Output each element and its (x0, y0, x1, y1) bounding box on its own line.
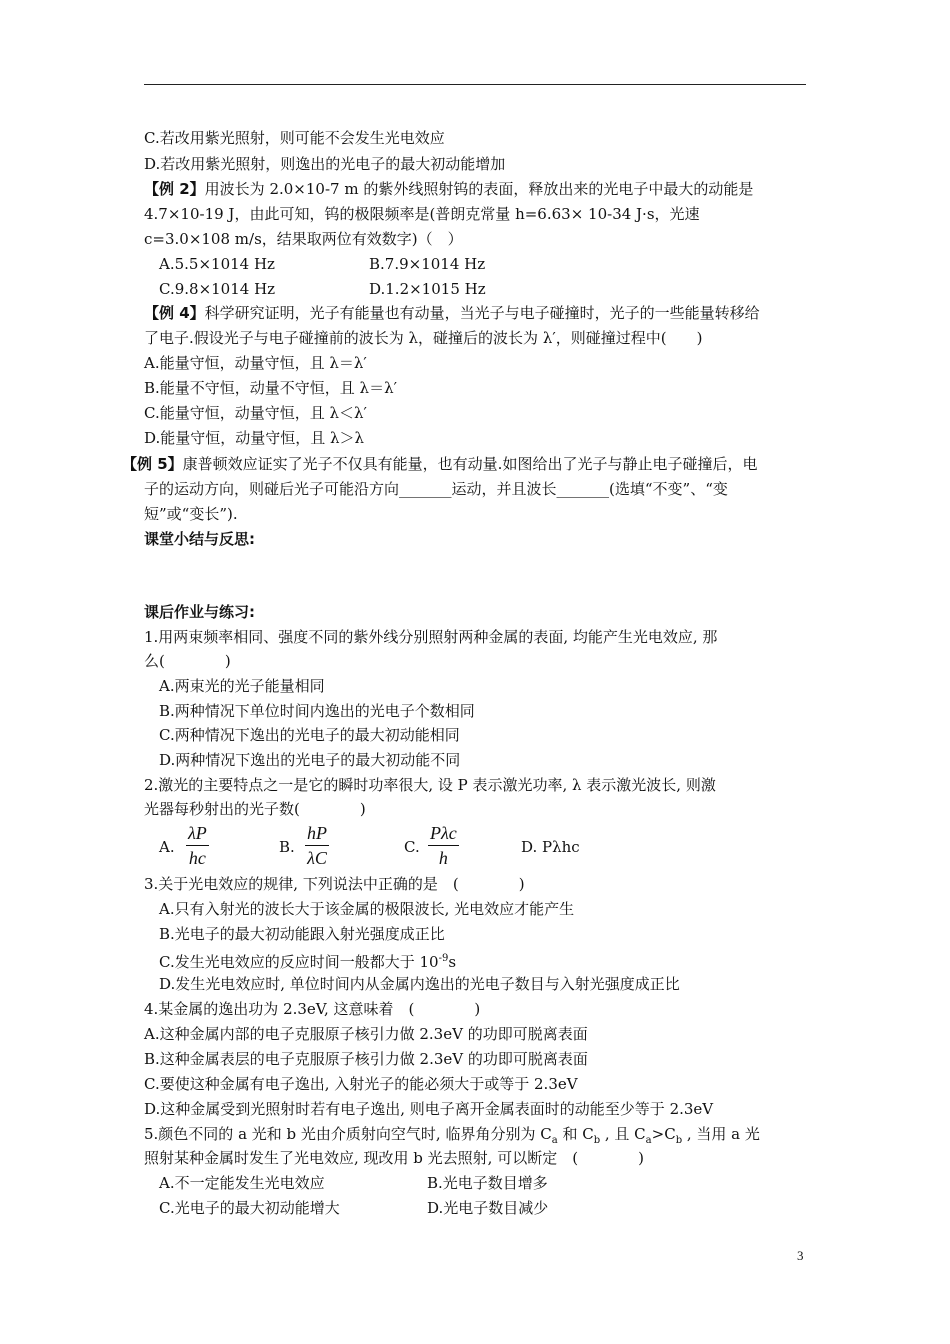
question-2-line-2: 光器每秒射出的光子数( ) (144, 800, 366, 818)
option-d: D.若改用紫光照射，则逸出的光电子的最大初动能增加 (144, 155, 506, 173)
example-4-option-a: A.能量守恒，动量守恒，且 λ＝λ′ (144, 354, 367, 372)
fraction-numerator: λP (186, 823, 209, 846)
question-5-option-a: A.不一定能发生光电效应 (159, 1174, 325, 1192)
example-4-option-d: D.能量守恒，动量守恒，且 λ＞λ (144, 429, 365, 447)
example-5-line-2: 子的运动方向，则碰后光子可能沿方向_______运动，并且波长_______(选填“不变”、“变 (144, 480, 728, 498)
option-c: C.若改用紫光照射，则可能不会发生光电效应 (144, 129, 445, 147)
example-2-line-2: 4.7×10-19 J，由此可知，钨的极限频率是(普朗克常量 h=6.63× 10-34 J·s，光速 (144, 205, 700, 223)
example-2-tag: 【例 2】 (144, 180, 205, 198)
example-4-option-b: B.能量不守恒，动量不守恒，且 λ＝λ′ (144, 379, 397, 397)
question-4-line-1: 4.某金属的逸出功为 2.3eV, 这意味着 ( ) (144, 1000, 481, 1018)
question-4-option-d: D.这种金属受到光照射时若有电子逸出, 则电子离开金属表面时的动能至少等于 2.3eV (144, 1100, 714, 1118)
example-5-line-1: 【例 5】康普顿效应证实了光子不仅具有能量，也有动量.如图给出了光子与静止电子碰撞后，电 (122, 455, 758, 473)
question-5-option-b: B.光电子数目增多 (427, 1174, 548, 1192)
question-3-option-a: A.只有入射光的波长大于该金属的极限波长, 光电效应才能产生 (159, 900, 575, 918)
question-5-line-1: 5.颜色不同的 a 光和 b 光由介质射向空气时, 临界角分别为 $C_a$ 和 $C_b$ , 且 $C_a>C_b$ , 当用 a 光 (144, 1125, 760, 1146)
question-3-line-1: 3.关于光电效应的规律, 下列说法中正确的是 ( ) (144, 875, 525, 893)
question-1-option-d: D.两种情况下逸出的光电子的最大初动能不同 (159, 751, 461, 769)
question-1-line-1: 1.用两束频率相同、强度不同的紫外线分别照射两种金属的表面, 均能产生光电效应, 那 (144, 628, 718, 646)
question-2-option-a-fraction (186, 823, 209, 868)
example-4-line-1: 【例 4】科学研究证明，光子有能量也有动量，当光子与电子碰撞时，光子的一些能量转移给 (144, 304, 760, 322)
question-2-option-b-label: B. (279, 838, 295, 856)
question-2-option-a-label: A. (159, 838, 175, 856)
header-rule (144, 84, 806, 85)
homework-heading: 课后作业与练习: (144, 603, 255, 621)
question-5-line-2: 照射某种金属时发生了光电效应, 现改用 b 光去照射, 可以断定 ( ) (144, 1149, 644, 1167)
question-1-option-a: A.两束光的光子能量相同 (159, 677, 325, 695)
fraction-denominator: hc (188, 848, 206, 868)
example-4-option-c: C.能量守恒，动量守恒，且 λ＜λ′ (144, 404, 367, 422)
example-5-tag: 【例 5】 (122, 455, 183, 473)
question-4-option-b: B.这种金属表层的电子克服原子核引力做 2.3eV 的功即可脱离表面 (144, 1050, 588, 1068)
question-2-option-d: D. Pλhc (521, 838, 580, 856)
example-4-line-2: 了电子.假设光子与电子碰撞前的波长为 λ，碰撞后的波长为 λ′，则碰撞过程中( ) (144, 329, 703, 347)
question-3-option-b: B.光电子的最大初动能跟入射光强度成正比 (159, 925, 445, 943)
fraction-denominator: h (438, 848, 448, 868)
question-2-option-b-fraction (305, 823, 329, 868)
example-4-tag: 【例 4】 (144, 304, 205, 322)
fraction-denominator: λC (307, 848, 327, 868)
question-2-option-c-label: C. (404, 838, 420, 856)
example-2-line-1: 【例 2】用波长为 2.0×10-7 m 的紫外线照射钨的表面，释放出来的光电子中最大的动能是 (144, 180, 754, 198)
question-3-option-d: D.发生光电效应时, 单位时间内从金属内逸出的光电子数目与入射光强度成正比 (159, 975, 680, 993)
question-2-line-1: 2.激光的主要特点之一是它的瞬时功率很大, 设 P 表示激光功率, λ 表示激光波长, 则激 (144, 776, 716, 794)
example-2-option-c: C.9.8×1014 Hz (159, 280, 276, 298)
question-4-option-c: C.要使这种金属有电子逸出, 入射光子的能必须大于或等于 2.3eV (144, 1075, 578, 1093)
question-1-line-2: 么( ) (144, 652, 231, 670)
question-5-option-c: C.光电子的最大初动能增大 (159, 1199, 340, 1217)
question-5-option-d: D.光电子数目减少 (427, 1199, 549, 1217)
question-3-option-c: C.发生光电效应的反应时间一般都大于 $10^{-9}s$ (159, 953, 457, 971)
fraction-numerator: Pλc (428, 823, 459, 846)
example-2-option-b: B.7.9×1014 Hz (369, 255, 486, 273)
summary-heading: 课堂小结与反思: (144, 530, 255, 548)
example-2-line-3: c=3.0×108 m/s，结果取两位有效数字)（ ） (144, 230, 463, 248)
example-2-option-d: D.1.2×1015 Hz (369, 280, 486, 298)
fraction-numerator: hP (305, 823, 329, 846)
example-2-option-a: A.5.5×1014 Hz (159, 255, 275, 273)
page-number: 3 (797, 1248, 804, 1263)
example-5-line-3: 短”或“变长”). (144, 505, 238, 523)
question-1-option-b: B.两种情况下单位时间内逸出的光电子个数相同 (159, 702, 475, 720)
question-4-option-a: A.这种金属内部的电子克服原子核引力做 2.3eV 的功即可脱离表面 (144, 1025, 588, 1043)
question-2-option-c-fraction (428, 823, 459, 868)
question-1-option-c: C.两种情况下逸出的光电子的最大初动能相同 (159, 726, 460, 744)
